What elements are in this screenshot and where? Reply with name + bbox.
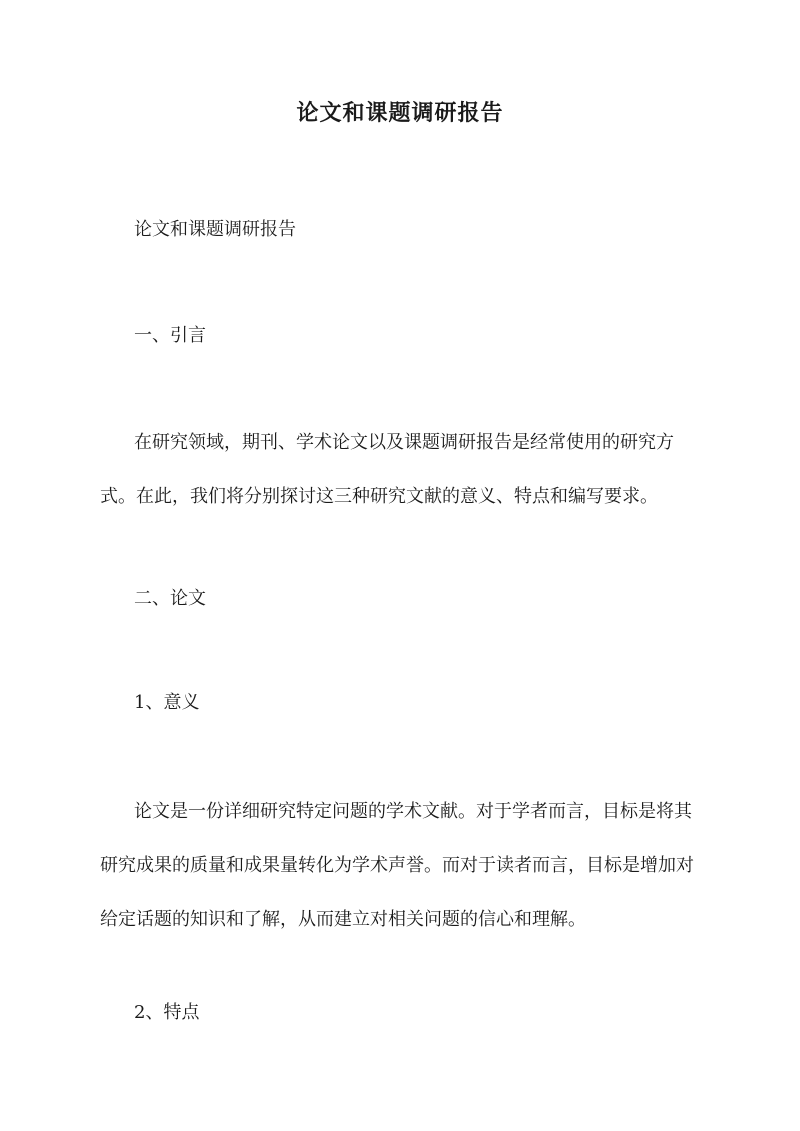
subsection-heading-meaning: 1、意义	[134, 692, 200, 713]
section-heading-intro: 一、引言	[134, 325, 206, 346]
paragraph-intro: 在研究领域，期刊、学术论文以及课题调研报告是经常使用的研究方式。在此，我们将分别探讨这三种研究文献的意义、特点和编写要求。	[100, 432, 674, 507]
section-heading-thesis: 二、论文	[134, 588, 206, 609]
paragraph-meaning: 论文是一份详细研究特定问题的学术文献。对于学者而言，目标是将其研究成果的质量和成果量转化为学术声誉。而对于读者而言，目标是增加对给定话题的知识和了解，从而建立对相关问题的信心和理解。	[100, 801, 694, 930]
subsection-heading-features: 2、特点	[134, 1002, 200, 1023]
document-subtitle: 论文和课题调研报告	[134, 219, 296, 240]
document-title: 论文和课题调研报告	[296, 100, 504, 126]
